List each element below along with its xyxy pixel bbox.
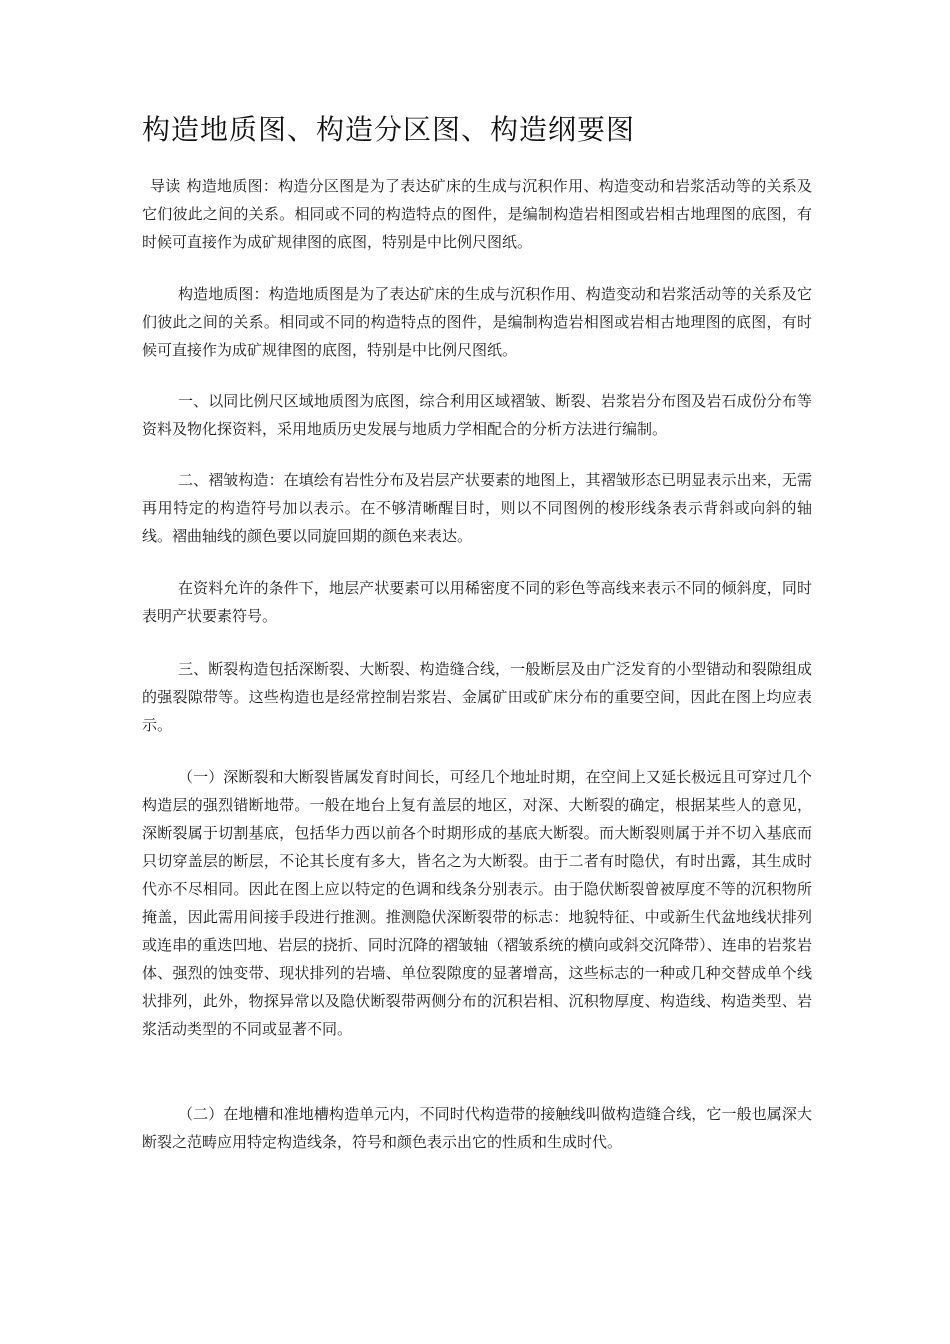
paragraph-section-three-faults: 三、断裂构造包括深断裂、大断裂、构造缝合线，一般断层及由广泛发育的小型错动和裂隙组成的强裂隙带等。这些构造也是经常控制岩浆岩、金属矿田或矿床分布的重要空间，因此在图上均应表示。 [142, 660, 812, 734]
paragraph-attitude-elements: 在资料允许的条件下，地层产状要素可以用稀密度不同的彩色等高线来表示不同的倾斜度，同时表明产状要素符号。 [142, 579, 812, 625]
paragraph-section-two-folds: 二、褶皱构造：在填绘有岩性分布及岩层产状要素的地图上，其褶皱形态已明显表示出来，无需再用特定的构造符号加以表示。在不够清晰醒目时，则以不同图例的梭形线条表示背斜或向斜的轴线。褶曲轴线的颜色要以同旋回期的颜色来表达。 [142, 471, 812, 545]
paragraph-structural-map: 构造地质图：构造地质图是为了表达矿床的生成与沉积作用、构造变动和岩浆活动等的关系及它们彼此之间的关系。相同或不同的构造特点的图件，是编制构造岩相图或岩相古地理图的底图，有时候可直接作为成矿规律图的底图，特别是中比例尺图纸。 [142, 285, 812, 359]
lead-text: 构造地质图：构造分区图是为了表达矿床的生成与沉积作用、构造变动和岩浆活动等的关系及它们彼此之间的关系。相同或不同的构造特点的图件，是编制构造岩相图或岩相古地理图的底图，有时候可直接作为成矿规律图的底图，特别是中比例尺图纸。 [142, 177, 812, 251]
paragraph-section-one: 一、以同比例尺区域地质图为底图，综合利用区域褶皱、断裂、岩浆岩分布图及岩石成份分布等资料及物化探资料，采用地质历史发展与地质力学相配合的分析方法进行编制。 [142, 392, 812, 438]
lead-label: 导读 [150, 177, 181, 195]
paragraph-suture-lines: （二）在地槽和准地槽构造单元内，不同时代构造带的接触线叫做构造缝合线，它一般也属深大断裂之范畴应用特定构造线条，符号和颜色表示出它的性质和生成时代。 [142, 1105, 812, 1151]
document-title: 构造地质图、构造分区图、构造纲要图 [142, 113, 636, 146]
paragraph-deep-faults: （一）深断裂和大断裂皆属发育时间长，可经几个地址时期，在空间上又延长极远且可穿过几个构造层的强烈错断地带。一般在地台上复有盖层的地区，对深、大断裂的确定，根据某些人的意见，深断裂属于切割基底，包括华力西以前各个时期形成的基底大断裂。而大断裂则属于并不切入基底而只切穿盖层的断层，不论其长度有多大，皆名之为大断裂。由于二者有时隐伏，有时出露，其生成时代亦不尽相同。因此在图上应以特定的色调和线条分别表示。由于隐伏断裂曾被厚度不等的沉积物所掩盖，因此需用间接手段进行推测。推测隐伏深断裂带的标志：地貌特征、中或新生代盆地线状排列或连串的重迭凹地、岩层的挠折、同时沉降的褶皱轴（褶皱系统的横向或斜交沉降带）、连串的岩浆岩体、强烈的蚀变带、现状排列的岩墙、单位裂隙度的显著增高，这些标志的一种或几种交替成单个线状排列，此外，物探异常以及隐伏断裂带两侧分布的沉积岩相、沉积物厚度、构造线、构造类型、岩浆活动类型的不同或显著不同。 [142, 768, 812, 1038]
lead-paragraph [142, 172, 812, 256]
